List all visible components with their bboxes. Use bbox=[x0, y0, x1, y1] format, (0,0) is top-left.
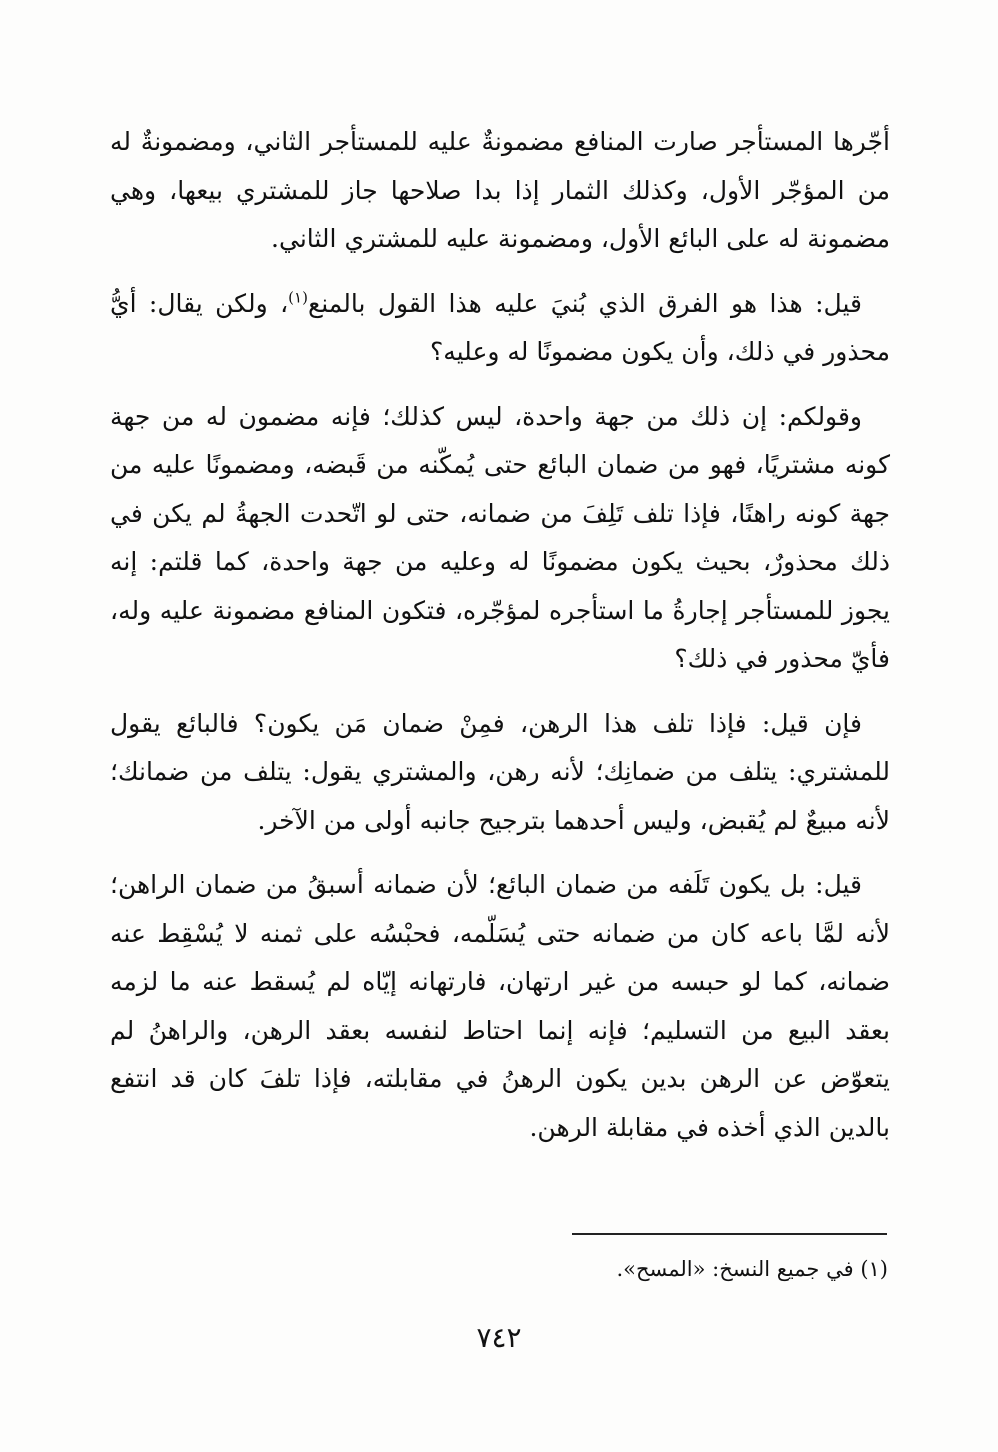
paragraph-4: فإن قيل: فإذا تلف هذا الرهن، فمِنْ ضمان مَن يكون؟ فالبائع يقول للمشتري: يتلف من ضمانِك؛ لأنه رهن، والمشتري يقول: يتلف من ضمانك؛ لأنه مبيعٌ لم يُقبض، وليس أحدهما بترجيح جانبه أولى من الآخر. bbox=[110, 708, 890, 835]
footnote-divider bbox=[572, 1233, 887, 1235]
footnote-marker: (١) bbox=[860, 1257, 888, 1281]
footnote-text: في جميع النسخ: «المسح». bbox=[616, 1257, 854, 1281]
paragraph-5: قيل: بل يكون تَلَفه من ضمان البائع؛ لأن ضمانه أسبقُ من ضمان الراهن؛ لأنه لمَّا باعه كان من ضمانه حتى يُسَلّمه، فحبْسُه على ثمنه لا يُسْقِط عنه ضمانه، كما لو حبسه من غير ارتهان، فارتهانه إيّاه لم يُسقط عنه ما لزمه بعقد البيع من التسليم؛ فإنه إنما احتاط لنفسه بعقد الرهن، والراهنُ لم يتعوّض عن الرهن بدين يكون الرهنُ في مقابلته، فإذا تلفَ كان قد انتفع بالدين الذي أخذه في مقابلة الرهن. bbox=[110, 870, 891, 1142]
main-text bbox=[110, 118, 890, 1168]
page-number: ٧٤٢ bbox=[476, 1321, 522, 1354]
paragraph-2-text-a: قيل: هذا هو الفرق الذي بُنيَ عليه هذا القول بالمنع bbox=[307, 288, 862, 318]
paragraph-3: وقولكم: إن ذلك من جهة واحدة، ليس كذلك؛ فإنه مضمون له من جهة كونه مشتريًا، فهو من ضمان البائع حتى يُمكّنه من قَبضه، ومضمونًا عليه من جهة كونه راهنًا، فإذا تلف تَلِفَ من ضمانه، حتى لو اتّحدت الجهةُ لم يكن في ذلك محذورٌ، بحيث يكون مضمونًا له وعليه من جهة واحدة، كما قلتم: إنه يجوز للمستأجر إجارةُ ما استأجره لمؤجّره، فتكون المنافع مضمونة عليه وله، فأيّ محذور في ذلك؟ bbox=[110, 401, 890, 673]
footnote-reference: (١) bbox=[288, 288, 308, 307]
paragraph-2 bbox=[110, 280, 890, 377]
footnote bbox=[300, 1252, 888, 1286]
paragraph-2-text-b: ، ولكن يقال: أيُّ محذور في ذلك، وأن يكون مضمونًا له وعليه؟ bbox=[110, 288, 890, 366]
paragraph-1: أجّرها المستأجر صارت المنافع مضمونةٌ عليه للمستأجر الثاني، ومضمونةٌ له من المؤجّر الأول، وكذلك الثمار إذا بدا صلاحها جاز للمشتري بيعها، وهي مضمونة له على البائع الأول، ومضمونة عليه للمشتري الثاني. bbox=[110, 127, 890, 253]
